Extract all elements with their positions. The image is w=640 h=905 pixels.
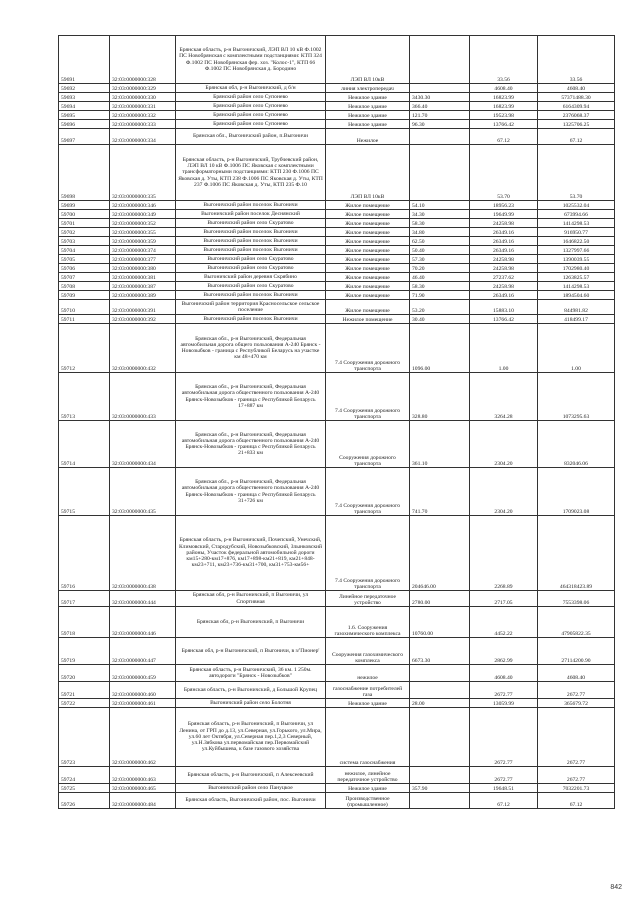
table-row — [59, 421, 615, 468]
table-row — [59, 129, 615, 145]
cell-id: 59699 — [59, 201, 110, 210]
cell-purpose: линия электропередач — [326, 84, 410, 93]
cell-address: Выгоничский район поселок Деснянский — [176, 210, 326, 219]
cell-purpose: Нежилое здание — [326, 111, 410, 120]
table-row — [59, 228, 615, 237]
cell-value: 33.56 — [538, 36, 615, 84]
table-row — [59, 145, 615, 201]
cell-code: 32:03:0000000:329 — [110, 84, 176, 93]
cell-id: 59697 — [59, 129, 110, 145]
cell-purpose: Жилое помещение — [326, 255, 410, 264]
cell-purpose: Жилое помещение — [326, 273, 410, 282]
cell-value: 1414298.53 — [538, 282, 615, 291]
cell-code: 32:03:0000000:349 — [110, 210, 176, 219]
cell-code: 32:03:0000000:484 — [110, 793, 176, 809]
cell-rate: 13766.42 — [470, 120, 538, 129]
cell-rate: 4452.22 — [470, 607, 538, 638]
cell-id: 59693 — [59, 93, 110, 102]
cell-code: 32:03:0000000:391 — [110, 300, 176, 315]
cell-rate: 24258.98 — [470, 255, 538, 264]
cell-value: 2672.77 — [538, 682, 615, 699]
cell-purpose: Сооружения дорожного транспорта — [326, 421, 410, 468]
cell-address: Брянская обл, р-н Выгоничский, п Выгоничи, ул Спортивная — [176, 591, 326, 607]
cell-code: 32:03:0000000:334 — [110, 129, 176, 145]
cell-id: 59700 — [59, 210, 110, 219]
cell-rate: 2672.77 — [470, 708, 538, 767]
cell-purpose: Нежилое здание — [326, 120, 410, 129]
cell-address: Выгоничский район село Болотня — [176, 699, 326, 708]
cell-purpose: Жилое помещение — [326, 246, 410, 255]
cell-address: Брянская область, р-н Выгоничский, д Большой Крупец — [176, 682, 326, 699]
cell-area: 58.30 — [410, 282, 470, 291]
cell-rate: 13766.42 — [470, 315, 538, 324]
cell-area: 121.70 — [410, 111, 470, 120]
cell-purpose: Жилое помещение — [326, 291, 410, 300]
cell-address: Брянская область, р-н Выгоничский, Почепский, Унечский, Климовский, Стародубский, Новозыбковский, Злынковский районы, Участок федеральной автомобильной дороги км15+280-км17+876, км17+898-км21+819, км21+848-км23+711, км23+736-км31+700, км31+753-км56+ — [176, 516, 326, 591]
cell-value: 67.12 — [538, 793, 615, 809]
cell-id: 59724 — [59, 767, 110, 784]
table-row — [59, 638, 615, 665]
cell-value: 7032201.73 — [538, 784, 615, 793]
cell-code: 32:03:0000000:333 — [110, 120, 176, 129]
cell-code: 32:03:0000000:374 — [110, 246, 176, 255]
cell-code: 32:03:0000000:465 — [110, 784, 176, 793]
cell-address: Брянский район село Супонево — [176, 111, 326, 120]
cell-rate: 16823.99 — [470, 102, 538, 111]
cell-value: 1646822.50 — [538, 237, 615, 246]
cell-id: 59719 — [59, 638, 110, 665]
cell-id: 59694 — [59, 102, 110, 111]
cell-rate: 26349.16 — [470, 228, 538, 237]
cell-value: 53.70 — [538, 145, 615, 201]
cell-area — [410, 145, 470, 201]
cell-rate: 24258.98 — [470, 264, 538, 273]
cell-purpose: Жилое помещение — [326, 210, 410, 219]
cell-address: Выгоничский район село Скуратово — [176, 282, 326, 291]
cell-purpose: ЛЭП ВЛ 10кВ — [326, 145, 410, 201]
cell-purpose: Жилое помещение — [326, 237, 410, 246]
table-row — [59, 246, 615, 255]
cell-id: 59705 — [59, 255, 110, 264]
cell-address: Выгоничский район поселок Выгоничи — [176, 228, 326, 237]
cell-id: 59691 — [59, 36, 110, 84]
cell-address: Брянская область, р-н Выгоничский, п Алексеевский — [176, 767, 326, 784]
cell-purpose: Жилое помещение — [326, 219, 410, 228]
cell-purpose: Жилое помещение — [326, 201, 410, 210]
cell-value: 1894504.60 — [538, 291, 615, 300]
cell-id: 59701 — [59, 219, 110, 228]
cell-area — [410, 793, 470, 809]
cell-value: 67.12 — [538, 129, 615, 145]
cell-purpose: 1.6. Сооружения газохимического комплекса — [326, 607, 410, 638]
cell-code: 32:03:0000000:459 — [110, 665, 176, 682]
cell-rate: 4608.40 — [470, 665, 538, 682]
cell-code: 32:03:0000000:355 — [110, 228, 176, 237]
cell-address: Брянская область, р-н Выгоничский, Трубчевский район, ЛЭП ВЛ 10 кВ Ф.1006 ПС Яковская с комплектными трансформаторными подстанциями: КТП 230 Ф.1006 ПС Яковская д. Уты, КТП 238 Ф.1006 ПС Яковская д. Уты, КТП 237 Ф.1006 ПС Яковская д. Уты, КТП 235 Ф.10 — [176, 145, 326, 201]
table-row — [59, 282, 615, 291]
table-row — [59, 291, 615, 300]
cell-id: 59711 — [59, 315, 110, 324]
cell-purpose: нежилое, линейное передаточное устройство — [326, 767, 410, 784]
cell-rate: 24258.98 — [470, 282, 538, 291]
cell-id: 59695 — [59, 111, 110, 120]
cell-area: 357.90 — [410, 784, 470, 793]
cell-code: 32:03:0000000:462 — [110, 708, 176, 767]
cell-code: 32:03:0000000:335 — [110, 145, 176, 201]
table-row — [59, 300, 615, 315]
table-row — [59, 793, 615, 809]
cell-area: 57.30 — [410, 255, 470, 264]
cell-address: Брянская область, р-н Выгоничский, 36 км. 1 250м. автодороги "Брянск - Новозыбков" — [176, 665, 326, 682]
cell-value: 1.00 — [538, 324, 615, 373]
table-row — [59, 315, 615, 324]
cell-purpose: Жилое помещение — [326, 300, 410, 315]
cell-purpose: газоснабжение потребителей газа — [326, 682, 410, 699]
cell-rate: 3264.28 — [470, 373, 538, 421]
cell-address: Выгоничский район поселок Выгоничи — [176, 237, 326, 246]
cell-area: 96.30 — [410, 120, 470, 129]
cell-value: 2672.77 — [538, 767, 615, 784]
cell-rate: 2672.77 — [470, 767, 538, 784]
cell-id: 59696 — [59, 120, 110, 129]
cell-address: Брянская обл., р-н Выгоничский, Федеральная автомобильная дорога общественного пользования А-240 Брянск-Новозыбков - граница с Республикой Беларусь 31+726 км — [176, 468, 326, 516]
cell-id: 59723 — [59, 708, 110, 767]
cell-rate: 2717.05 — [470, 591, 538, 607]
cell-area — [410, 129, 470, 145]
cell-id: 59713 — [59, 373, 110, 421]
cell-purpose: Жилое помещение — [326, 282, 410, 291]
table-row — [59, 373, 615, 421]
cell-value: 1263825.57 — [538, 273, 615, 282]
table-row — [59, 324, 615, 373]
cell-purpose: Нежилое здание — [326, 102, 410, 111]
cell-rate: 1.00 — [470, 324, 538, 373]
cell-value: 365679.72 — [538, 699, 615, 708]
cell-value: 2376068.37 — [538, 111, 615, 120]
cell-area: 3430.30 — [410, 93, 470, 102]
cell-area — [410, 36, 470, 84]
cell-code: 32:03:0000000:389 — [110, 291, 176, 300]
cell-id: 59721 — [59, 682, 110, 699]
cell-value: 1327997.66 — [538, 246, 615, 255]
cell-rate: 67.12 — [470, 129, 538, 145]
cell-rate: 33.56 — [470, 36, 538, 84]
cell-code: 32:03:0000000:330 — [110, 93, 176, 102]
cell-address: Выгоничский район поселок Выгоничи — [176, 201, 326, 210]
cell-rate: 18956.23 — [470, 201, 538, 210]
cell-rate: 16823.99 — [470, 93, 538, 102]
cell-code: 32:03:0000000:446 — [110, 607, 176, 638]
table-row — [59, 273, 615, 282]
cell-purpose: 7.4 Сооружения дорожного транспорта — [326, 324, 410, 373]
cell-rate: 26349.16 — [470, 237, 538, 246]
cell-code: 32:03:0000000:346 — [110, 201, 176, 210]
cell-id: 59716 — [59, 516, 110, 591]
cell-area — [410, 682, 470, 699]
cell-id: 59718 — [59, 607, 110, 638]
cell-area: 1096.00 — [410, 324, 470, 373]
cell-area: 741.70 — [410, 468, 470, 516]
cell-address: Выгоничский район село Пануцкое — [176, 784, 326, 793]
cell-code: 32:03:0000000:377 — [110, 255, 176, 264]
cell-value: 6164309.94 — [538, 102, 615, 111]
cell-code: 32:03:0000000:463 — [110, 767, 176, 784]
cell-area: 54.10 — [410, 201, 470, 210]
cell-area: 361.10 — [410, 421, 470, 468]
table-row — [59, 120, 615, 129]
cell-area: 71.90 — [410, 291, 470, 300]
cell-code: 32:03:0000000:381 — [110, 273, 176, 282]
cell-purpose: 7.4 Сооружения дорожного транспорта — [326, 468, 410, 516]
cell-value: 47905822.35 — [538, 607, 615, 638]
cell-value: 673994.66 — [538, 210, 615, 219]
cell-code: 32:03:0000000:444 — [110, 591, 176, 607]
cell-area: 6673.30 — [410, 638, 470, 665]
page-number: 842 — [610, 884, 622, 891]
cell-area: 53.20 — [410, 300, 470, 315]
cell-purpose: нежилое — [326, 665, 410, 682]
table-row — [59, 665, 615, 682]
cell-id: 59725 — [59, 784, 110, 793]
cell-purpose: 7.4 Сооружения дорожного транспорта — [326, 373, 410, 421]
cell-address: Брянская обл, р-н Выгоничский, д б/н — [176, 84, 326, 93]
cell-id: 59702 — [59, 228, 110, 237]
cell-area: 366.40 — [410, 102, 470, 111]
cell-rate: 2862.99 — [470, 638, 538, 665]
cell-address: Выгоничский район село Скуратово — [176, 255, 326, 264]
cell-address: Выгоничский район деревня Скрябино — [176, 273, 326, 282]
cell-value: 7553398.06 — [538, 591, 615, 607]
table-row — [59, 784, 615, 793]
cell-address: Брянская область, р-н Выгоничский, п Выгоничи, ул Ленина, от ГРП до д.13, ул.Северная, ул.Горького, ул.Мира, ул.60 лет Октября, ул.Северная пер.1,2,3 Северный, ул.Н.Зябкова ул.первомайская пер.Первомайский ул.Куйбышева, к базе газового хозяйства — [176, 708, 326, 767]
cell-id: 59722 — [59, 699, 110, 708]
cell-value: 1709023.08 — [538, 468, 615, 516]
table-row — [59, 591, 615, 607]
cell-purpose: Нежилое здание — [326, 784, 410, 793]
cell-address: Брянская обл., р-н Выгоничский, Федеральная автомобильная дорога общественного пользования А-240 Брянск-Новозыбков - граница с Республикой Беларусь 17+887 км — [176, 373, 326, 421]
cell-rate: 26349.16 — [470, 246, 538, 255]
cell-address: Выгоничский район поселок Выгоничи — [176, 291, 326, 300]
cell-code: 32:03:0000000:432 — [110, 324, 176, 373]
cell-address: Брянская обл, р-н Выгоничский, п Выгоничи, в з/'Пионер' — [176, 638, 326, 665]
cell-purpose: Жилое помещение — [326, 228, 410, 237]
cell-id: 59717 — [59, 591, 110, 607]
cell-rate: 2304.20 — [470, 421, 538, 468]
cell-rate: 4608.40 — [470, 84, 538, 93]
cell-code: 32:03:0000000:332 — [110, 111, 176, 120]
cell-code: 32:03:0000000:433 — [110, 373, 176, 421]
cell-value: 1073295.63 — [538, 373, 615, 421]
cell-rate: 27237.62 — [470, 273, 538, 282]
cell-purpose: Нежилое здание — [326, 93, 410, 102]
cell-rate: 26349.16 — [470, 291, 538, 300]
cell-id: 59709 — [59, 291, 110, 300]
cell-id: 59707 — [59, 273, 110, 282]
cell-id: 59704 — [59, 246, 110, 255]
cell-area — [410, 708, 470, 767]
cell-area: 58.30 — [410, 219, 470, 228]
cell-id: 59712 — [59, 324, 110, 373]
table-row — [59, 264, 615, 273]
cell-rate: 24258.98 — [470, 219, 538, 228]
cell-area: 30.40 — [410, 315, 470, 324]
cell-rate: 13059.99 — [470, 699, 538, 708]
cell-purpose: Производственное (промышленное) — [326, 793, 410, 809]
table-row — [59, 93, 615, 102]
cell-code: 32:03:0000000:461 — [110, 699, 176, 708]
cell-area: 34.80 — [410, 228, 470, 237]
table-row — [59, 111, 615, 120]
cell-address: Выгоничский район село Скуратово — [176, 219, 326, 228]
table-row — [59, 468, 615, 516]
table-row — [59, 699, 615, 708]
cell-rate: 19523.98 — [470, 111, 538, 120]
cell-rate: 19648.51 — [470, 784, 538, 793]
cell-address: Выгоничский район территория Красносельское сельское поселение — [176, 300, 326, 315]
table-row — [59, 102, 615, 111]
table-row — [59, 36, 615, 84]
cell-address: Брянский район село Супонево — [176, 120, 326, 129]
cell-area: 46.40 — [410, 273, 470, 282]
cell-code: 32:03:0000000:380 — [110, 264, 176, 273]
cell-code: 32:03:0000000:438 — [110, 516, 176, 591]
table-row — [59, 682, 615, 699]
cell-code: 32:03:0000000:392 — [110, 315, 176, 324]
cell-area: 50.40 — [410, 246, 470, 255]
cell-id: 59715 — [59, 468, 110, 516]
cell-value: 418499.17 — [538, 315, 615, 324]
table-row — [59, 255, 615, 264]
property-register-table — [58, 35, 615, 809]
cell-id: 59708 — [59, 282, 110, 291]
cell-address: Выгоничский район село Скуратово — [176, 264, 326, 273]
table-row — [59, 607, 615, 638]
cell-area: 10760.00 — [410, 607, 470, 638]
cell-value: 916950.77 — [538, 228, 615, 237]
table-row — [59, 516, 615, 591]
cell-id: 59703 — [59, 237, 110, 246]
cell-id: 59692 — [59, 84, 110, 93]
cell-value: 57371488.30 — [538, 93, 615, 102]
cell-value: 1390039.55 — [538, 255, 615, 264]
cell-address: Брянская обл, р-н Выгоничский, п Выгоничи — [176, 607, 326, 638]
cell-value: 2672.77 — [538, 708, 615, 767]
cell-code: 32:03:0000000:460 — [110, 682, 176, 699]
cell-rate: 2268.89 — [470, 516, 538, 591]
cell-area: 204646.00 — [410, 516, 470, 591]
cell-value: 1702980.40 — [538, 264, 615, 273]
cell-id: 59714 — [59, 421, 110, 468]
table-row — [59, 219, 615, 228]
cell-code: 32:03:0000000:447 — [110, 638, 176, 665]
cell-purpose: 7.4 Сооружения дорожного транспорта — [326, 516, 410, 591]
cell-value: 4608.40 — [538, 84, 615, 93]
cell-value: 1025532.04 — [538, 201, 615, 210]
cell-id: 59706 — [59, 264, 110, 273]
table-row — [59, 237, 615, 246]
cell-rate: 67.12 — [470, 793, 538, 809]
cell-code: 32:03:0000000:359 — [110, 237, 176, 246]
cell-value: 844981.82 — [538, 300, 615, 315]
cell-address: Брянская обл., Выгоничский район, п.Выгоничи — [176, 129, 326, 145]
cell-address: Брянская область, Выгоничский район, пос. Выгоничи — [176, 793, 326, 809]
cell-purpose: Линейное передаточное устройство — [326, 591, 410, 607]
cell-value: 464318423.89 — [538, 516, 615, 591]
cell-area: 62.50 — [410, 237, 470, 246]
cell-purpose: система газоснабжения — [326, 708, 410, 767]
cell-area — [410, 767, 470, 784]
cell-area: 2780.00 — [410, 591, 470, 607]
cell-address: Брянская область, р-н Выгоничский, ЛЭП ВЛ 10 кВ Ф.1002 ПС Новобрянская с комплектными подстанциями: КТП 324 Ф.1002 ПС Новобрянская фер. хоз. "Колос-1", КТП 66 Ф.1002 ПС Новобрянская д. Бородино — [176, 36, 326, 84]
cell-id: 59720 — [59, 665, 110, 682]
table-row — [59, 84, 615, 93]
cell-value: 1414298.53 — [538, 219, 615, 228]
cell-purpose: Жилое помещение — [326, 264, 410, 273]
cell-area — [410, 84, 470, 93]
cell-code: 32:03:0000000:331 — [110, 102, 176, 111]
cell-address: Брянская обл., р-н Выгоничский, Федеральная автомобильная дорога общего пользования А-240 Брянск - Новозыбков - граница с Республикой Беларусь на участке км 48+470 км — [176, 324, 326, 373]
cell-code: 32:03:0000000:352 — [110, 219, 176, 228]
cell-code: 32:03:0000000:328 — [110, 36, 176, 84]
cell-rate: 19649.99 — [470, 210, 538, 219]
cell-value: 27114200.90 — [538, 638, 615, 665]
cell-value: 4608.40 — [538, 665, 615, 682]
cell-purpose: Сооружения газохимического комплекса — [326, 638, 410, 665]
cell-value: 1325706.25 — [538, 120, 615, 129]
table-row — [59, 210, 615, 219]
cell-area — [410, 665, 470, 682]
cell-purpose: Нежилое — [326, 129, 410, 145]
cell-rate: 53.70 — [470, 145, 538, 201]
cell-purpose: Нежилое здание — [326, 699, 410, 708]
cell-address: Выгоничский район поселок Выгоничи — [176, 246, 326, 255]
table-body — [59, 36, 615, 809]
cell-value: 832046.06 — [538, 421, 615, 468]
cell-purpose: ЛЭП ВЛ 10кВ — [326, 36, 410, 84]
table-row — [59, 708, 615, 767]
cell-address: Брянская обл., р-н Выгоничский, Федеральная автомобильная дорога общественного пользования А-240 Брянск-Новозыбков - граница с Республикой Беларусь 21+833 км — [176, 421, 326, 468]
cell-rate: 2672.77 — [470, 682, 538, 699]
cell-id: 59698 — [59, 145, 110, 201]
cell-code: 32:03:0000000:435 — [110, 468, 176, 516]
cell-code: 32:03:0000000:434 — [110, 421, 176, 468]
cell-address: Выгоничский район поселок Выгоничи — [176, 315, 326, 324]
cell-code: 32:03:0000000:387 — [110, 282, 176, 291]
cell-area: 70.20 — [410, 264, 470, 273]
cell-rate: 2304.20 — [470, 468, 538, 516]
cell-area: 34.30 — [410, 210, 470, 219]
table-row — [59, 767, 615, 784]
cell-address: Брянский район село Супонево — [176, 93, 326, 102]
cell-purpose: Нежилое помещение — [326, 315, 410, 324]
cell-id: 59710 — [59, 300, 110, 315]
cell-id: 59726 — [59, 793, 110, 809]
cell-address: Брянский район село Супонево — [176, 102, 326, 111]
cell-rate: 15883.10 — [470, 300, 538, 315]
cell-area: 328.80 — [410, 373, 470, 421]
cell-area: 28.00 — [410, 699, 470, 708]
table-row — [59, 201, 615, 210]
